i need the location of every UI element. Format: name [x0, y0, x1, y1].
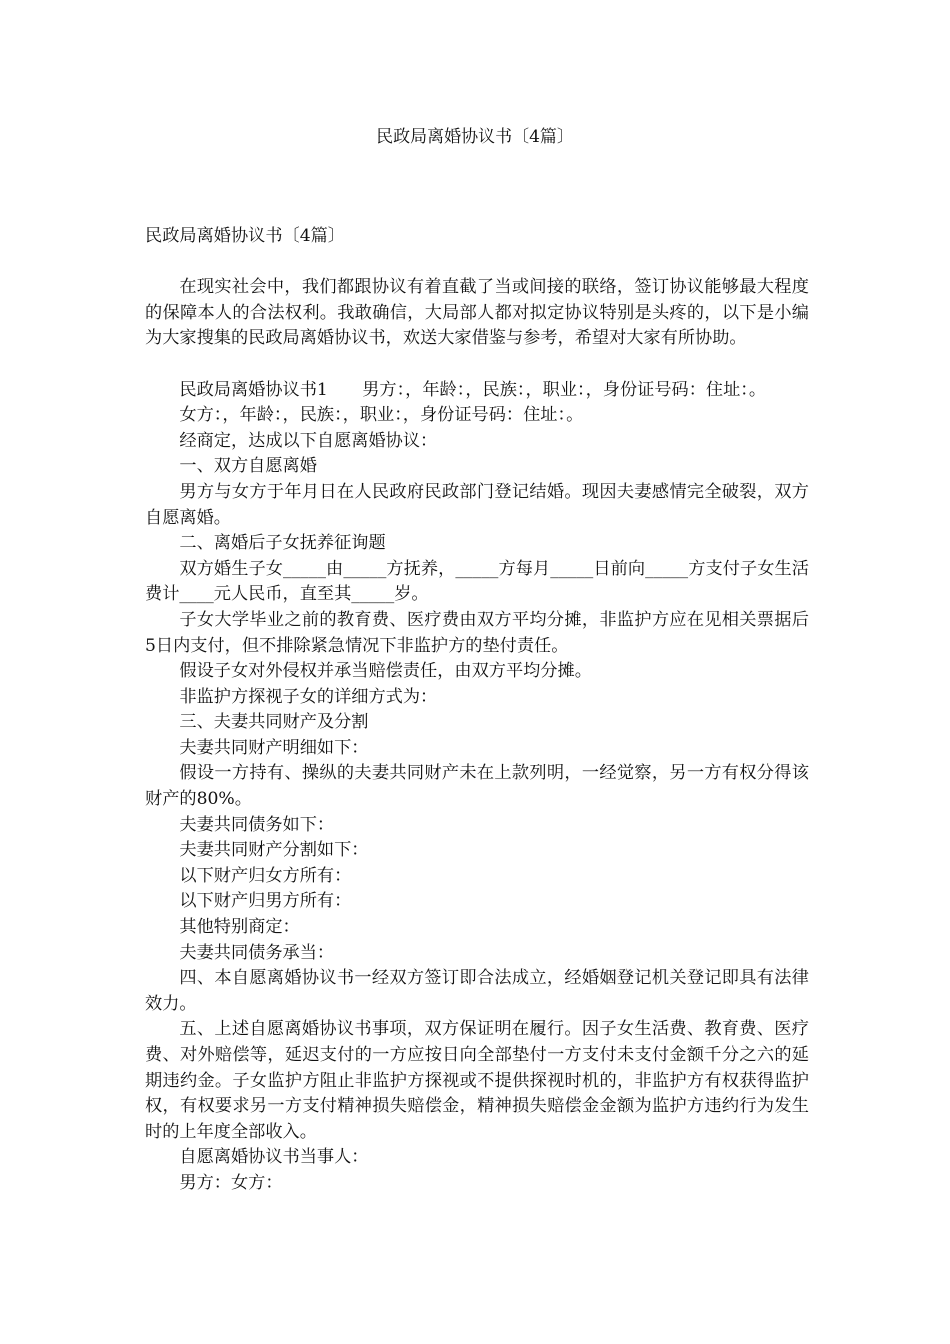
intro-paragraph: 在现实社会中，我们都跟协议有着直截了当或间接的联络，签订协议能够最大程度的保障本人的合法权利。我敢确信，大局部人都对拟定协议特别是头疼的，以下是小编为大家搜集的民政局离婚协议书，欢送大家借鉴与参考，希望对大家有所协助。	[145, 277, 809, 349]
paragraph-debt-bearing: 夫妻共同债务承当：	[179, 942, 335, 963]
paragraph-liability: 假设子女对外侵权并承当赔偿责任，由双方平均分摊。	[179, 661, 592, 682]
section-heading-4: 四、本自愿离婚协议书一经双方签订即合法成立，经婚姻登记机关登记即具有法律效力。	[145, 968, 809, 1014]
paragraph-male-property: 以下财产归男方所有：	[179, 891, 352, 912]
paragraph-signature-line: 男方：女方：	[179, 1172, 283, 1193]
paragraph-debts: 夫妻共同债务如下：	[179, 814, 335, 835]
section-heading-2: 二、离婚后子女抚养征询题	[179, 533, 386, 554]
paragraph-agreement-lead: 经商定，达成以下自愿离婚协议：	[179, 430, 438, 451]
paragraph-signatories: 自愿离婚协议书当事人：	[179, 1147, 369, 1168]
page-header-title: 民政局离婚协议书〔4篇〕	[376, 127, 574, 147]
document-title: 民政局离婚协议书〔4篇〕	[145, 226, 345, 246]
section-heading-5: 五、上述自愿离婚协议书事项，双方保证明在履行。因子女生活费、教育费、医疗费、对外赔偿等，延迟支付的一方应按日向全部垫付一方支付未支付金额千分之六的延期违约金。子女监护方阻止非监护方探视或不提供探视时机的，非监护方有权获得监护权，有权要求另一方支付精神损失赔偿金，精神损失赔偿金金额为监护方违约行为发生时的上年度全部收入。	[145, 1019, 809, 1142]
document-body	[145, 224, 809, 1197]
paragraph-parties-female: 女方：，年龄：，民族：，职业：，身份证号码：住址：。	[179, 405, 584, 426]
paragraph-other-terms: 其他特别商定：	[179, 917, 300, 938]
paragraph-property-division: 夫妻共同财产分割如下：	[179, 840, 369, 861]
paragraph-female-property: 以下财产归女方所有：	[179, 865, 352, 886]
paragraph-visitation: 非监护方探视子女的详细方式为：	[179, 686, 438, 707]
paragraph-marriage: 男方与女方于年月日在人民政府民政部门登记结婚。现因夫妻感情完全破裂，双方自愿离婚。	[145, 481, 809, 528]
paragraph-child-support: 双方婚生子女_____由_____方抚养，_____方每月_____日前向_____方支付子女生活费计____元人民币，直至其_____岁。	[145, 558, 809, 605]
paragraph-education-costs: 子女大学毕业之前的教育费、医疗费由双方平均分摊，非监护方应在见相关票据后5日内支付，但不排除紧急情况下非监护方的垫付责任。	[145, 609, 809, 656]
section-heading-1: 一、双方自愿离婚	[179, 456, 317, 477]
section-heading-3: 三、夫妻共同财产及分割	[179, 712, 369, 733]
paragraph-hidden-property: 假设一方持有、操纵的夫妻共同财产未在上款列明，一经觉察，另一方有权分得该财产的80%。	[145, 763, 809, 810]
paragraph-property-list: 夫妻共同财产明细如下：	[179, 737, 369, 758]
paragraph-parties-male: 民政局离婚协议书1 男方：，年龄：，民族：，职业：，身份证号码：住址：。	[179, 379, 767, 400]
